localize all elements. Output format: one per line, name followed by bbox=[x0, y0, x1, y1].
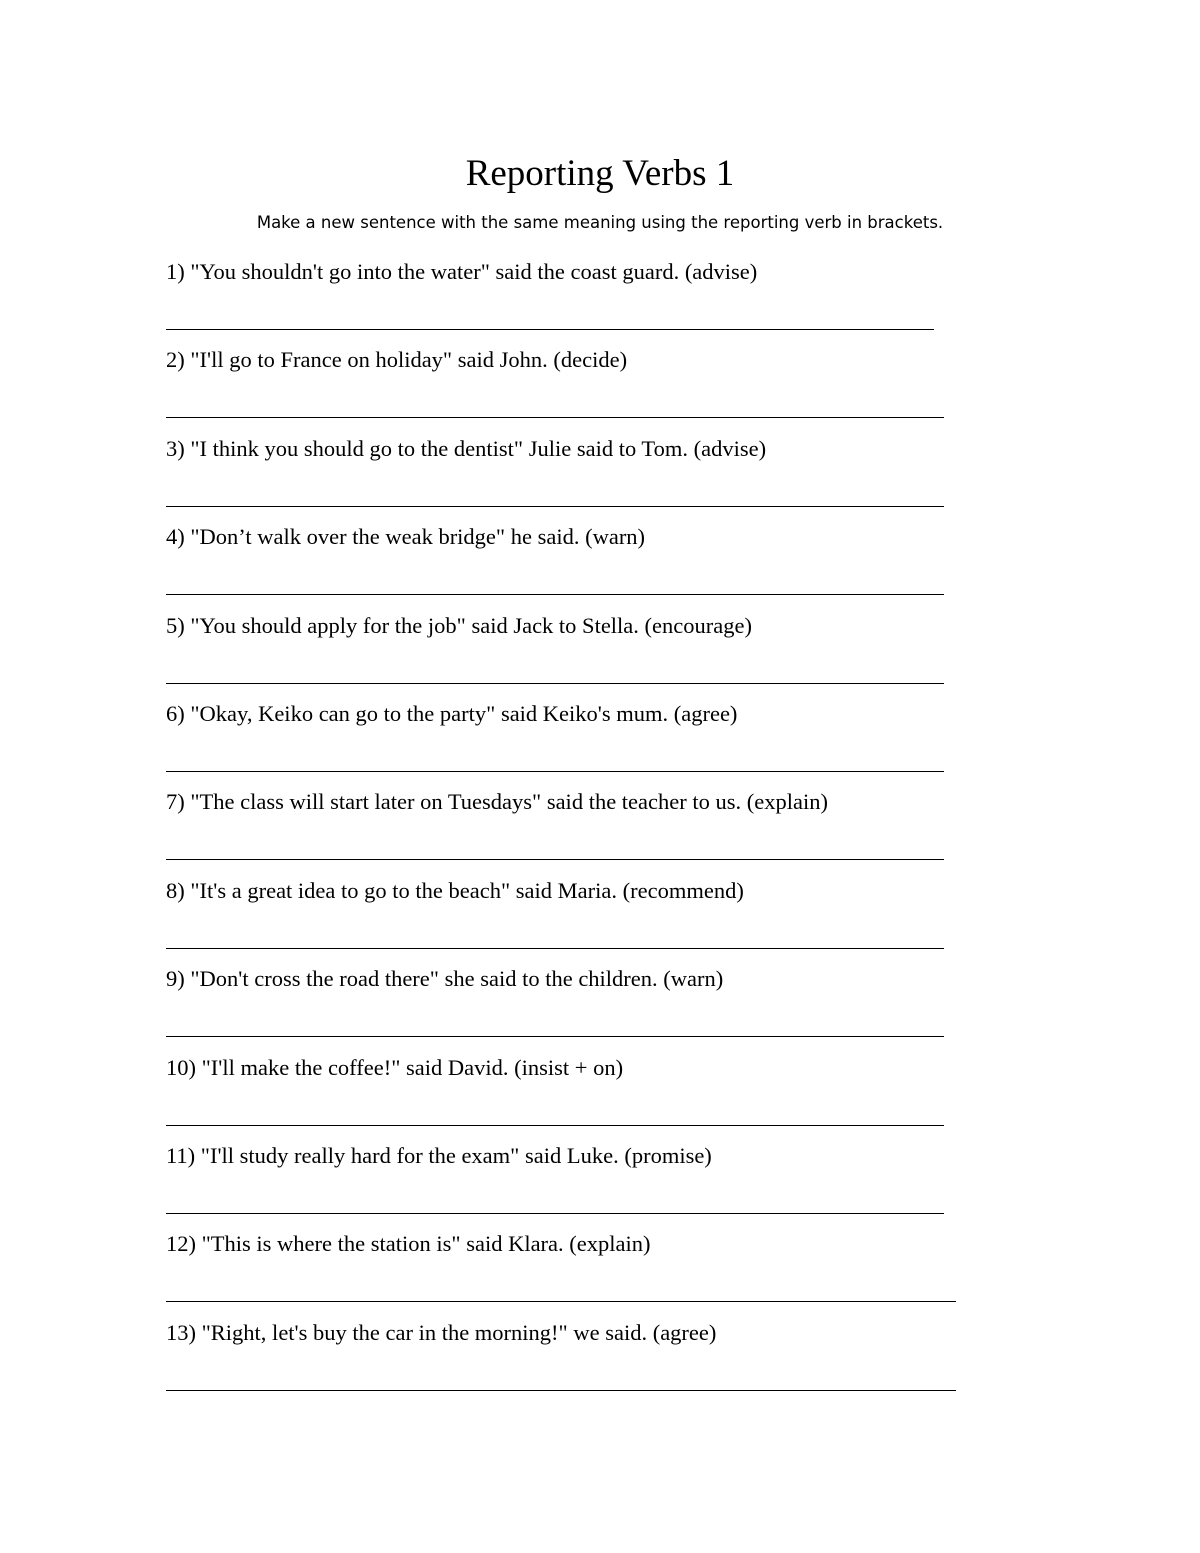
answer-line[interactable] bbox=[166, 1301, 956, 1302]
question-text: 2) "I'll go to France on holiday" said John. (decide) bbox=[166, 347, 628, 373]
answer-line[interactable] bbox=[166, 859, 944, 860]
question-item bbox=[166, 344, 966, 432]
question-text: 11) "I'll study really hard for the exam" said Luke. (promise) bbox=[166, 1142, 712, 1168]
question-text: 4) "Don’t walk over the weak bridge" he said. (warn) bbox=[166, 524, 646, 550]
question-text: 13) "Right, let's buy the car in the morning!" we said. (agree) bbox=[166, 1319, 717, 1345]
question-item bbox=[166, 875, 966, 963]
question-item bbox=[166, 610, 966, 698]
question-item bbox=[166, 786, 966, 874]
answer-line[interactable] bbox=[166, 329, 934, 330]
question-text: 6) "Okay, Keiko can go to the party" said Keiko's mum. (agree) bbox=[166, 700, 738, 726]
answer-line[interactable] bbox=[166, 683, 944, 684]
question-text: 1) "You shouldn't go into the water" said the coast guard. (advise) bbox=[166, 259, 758, 284]
question-item bbox=[166, 698, 966, 786]
answer-line[interactable] bbox=[166, 771, 944, 772]
question-text: 3) "I think you should go to the dentist" Julie said to Tom. (advise) bbox=[166, 435, 767, 461]
question-item bbox=[166, 256, 966, 344]
question-text: 5) "You should apply for the job" said Jack to Stella. (encourage) bbox=[166, 612, 752, 638]
question-item bbox=[166, 1317, 966, 1405]
question-text: 7) "The class will start later on Tuesdays" said the teacher to us. (explain) bbox=[166, 789, 828, 815]
answer-line[interactable] bbox=[166, 1213, 944, 1214]
answer-line[interactable] bbox=[166, 506, 944, 507]
answer-line[interactable] bbox=[166, 1125, 944, 1126]
question-text: 9) "Don't cross the road there" she said to the children. (warn) bbox=[166, 966, 724, 992]
answer-line[interactable] bbox=[166, 594, 944, 595]
question-item bbox=[166, 963, 966, 1051]
worksheet-title: Reporting Verbs 1 bbox=[465, 153, 735, 194]
question-item bbox=[166, 1228, 966, 1316]
answer-line[interactable] bbox=[166, 948, 944, 949]
question-item bbox=[166, 433, 966, 521]
question-list bbox=[166, 256, 966, 1405]
answer-line[interactable] bbox=[166, 1390, 956, 1391]
question-item bbox=[166, 1052, 966, 1140]
question-text: 12) "This is where the station is" said Klara. (explain) bbox=[166, 1231, 651, 1257]
answer-line[interactable] bbox=[166, 1036, 944, 1037]
question-text: 10) "I'll make the coffee!" said David. (insist + on) bbox=[166, 1054, 624, 1080]
worksheet-instructions: Make a new sentence with the same meaning using the reporting verb in brackets. bbox=[256, 213, 944, 232]
question-item bbox=[166, 521, 966, 609]
answer-line[interactable] bbox=[166, 417, 944, 418]
question-text: 8) "It's a great idea to go to the beach" said Maria. (recommend) bbox=[166, 877, 744, 903]
question-item bbox=[166, 1140, 966, 1228]
